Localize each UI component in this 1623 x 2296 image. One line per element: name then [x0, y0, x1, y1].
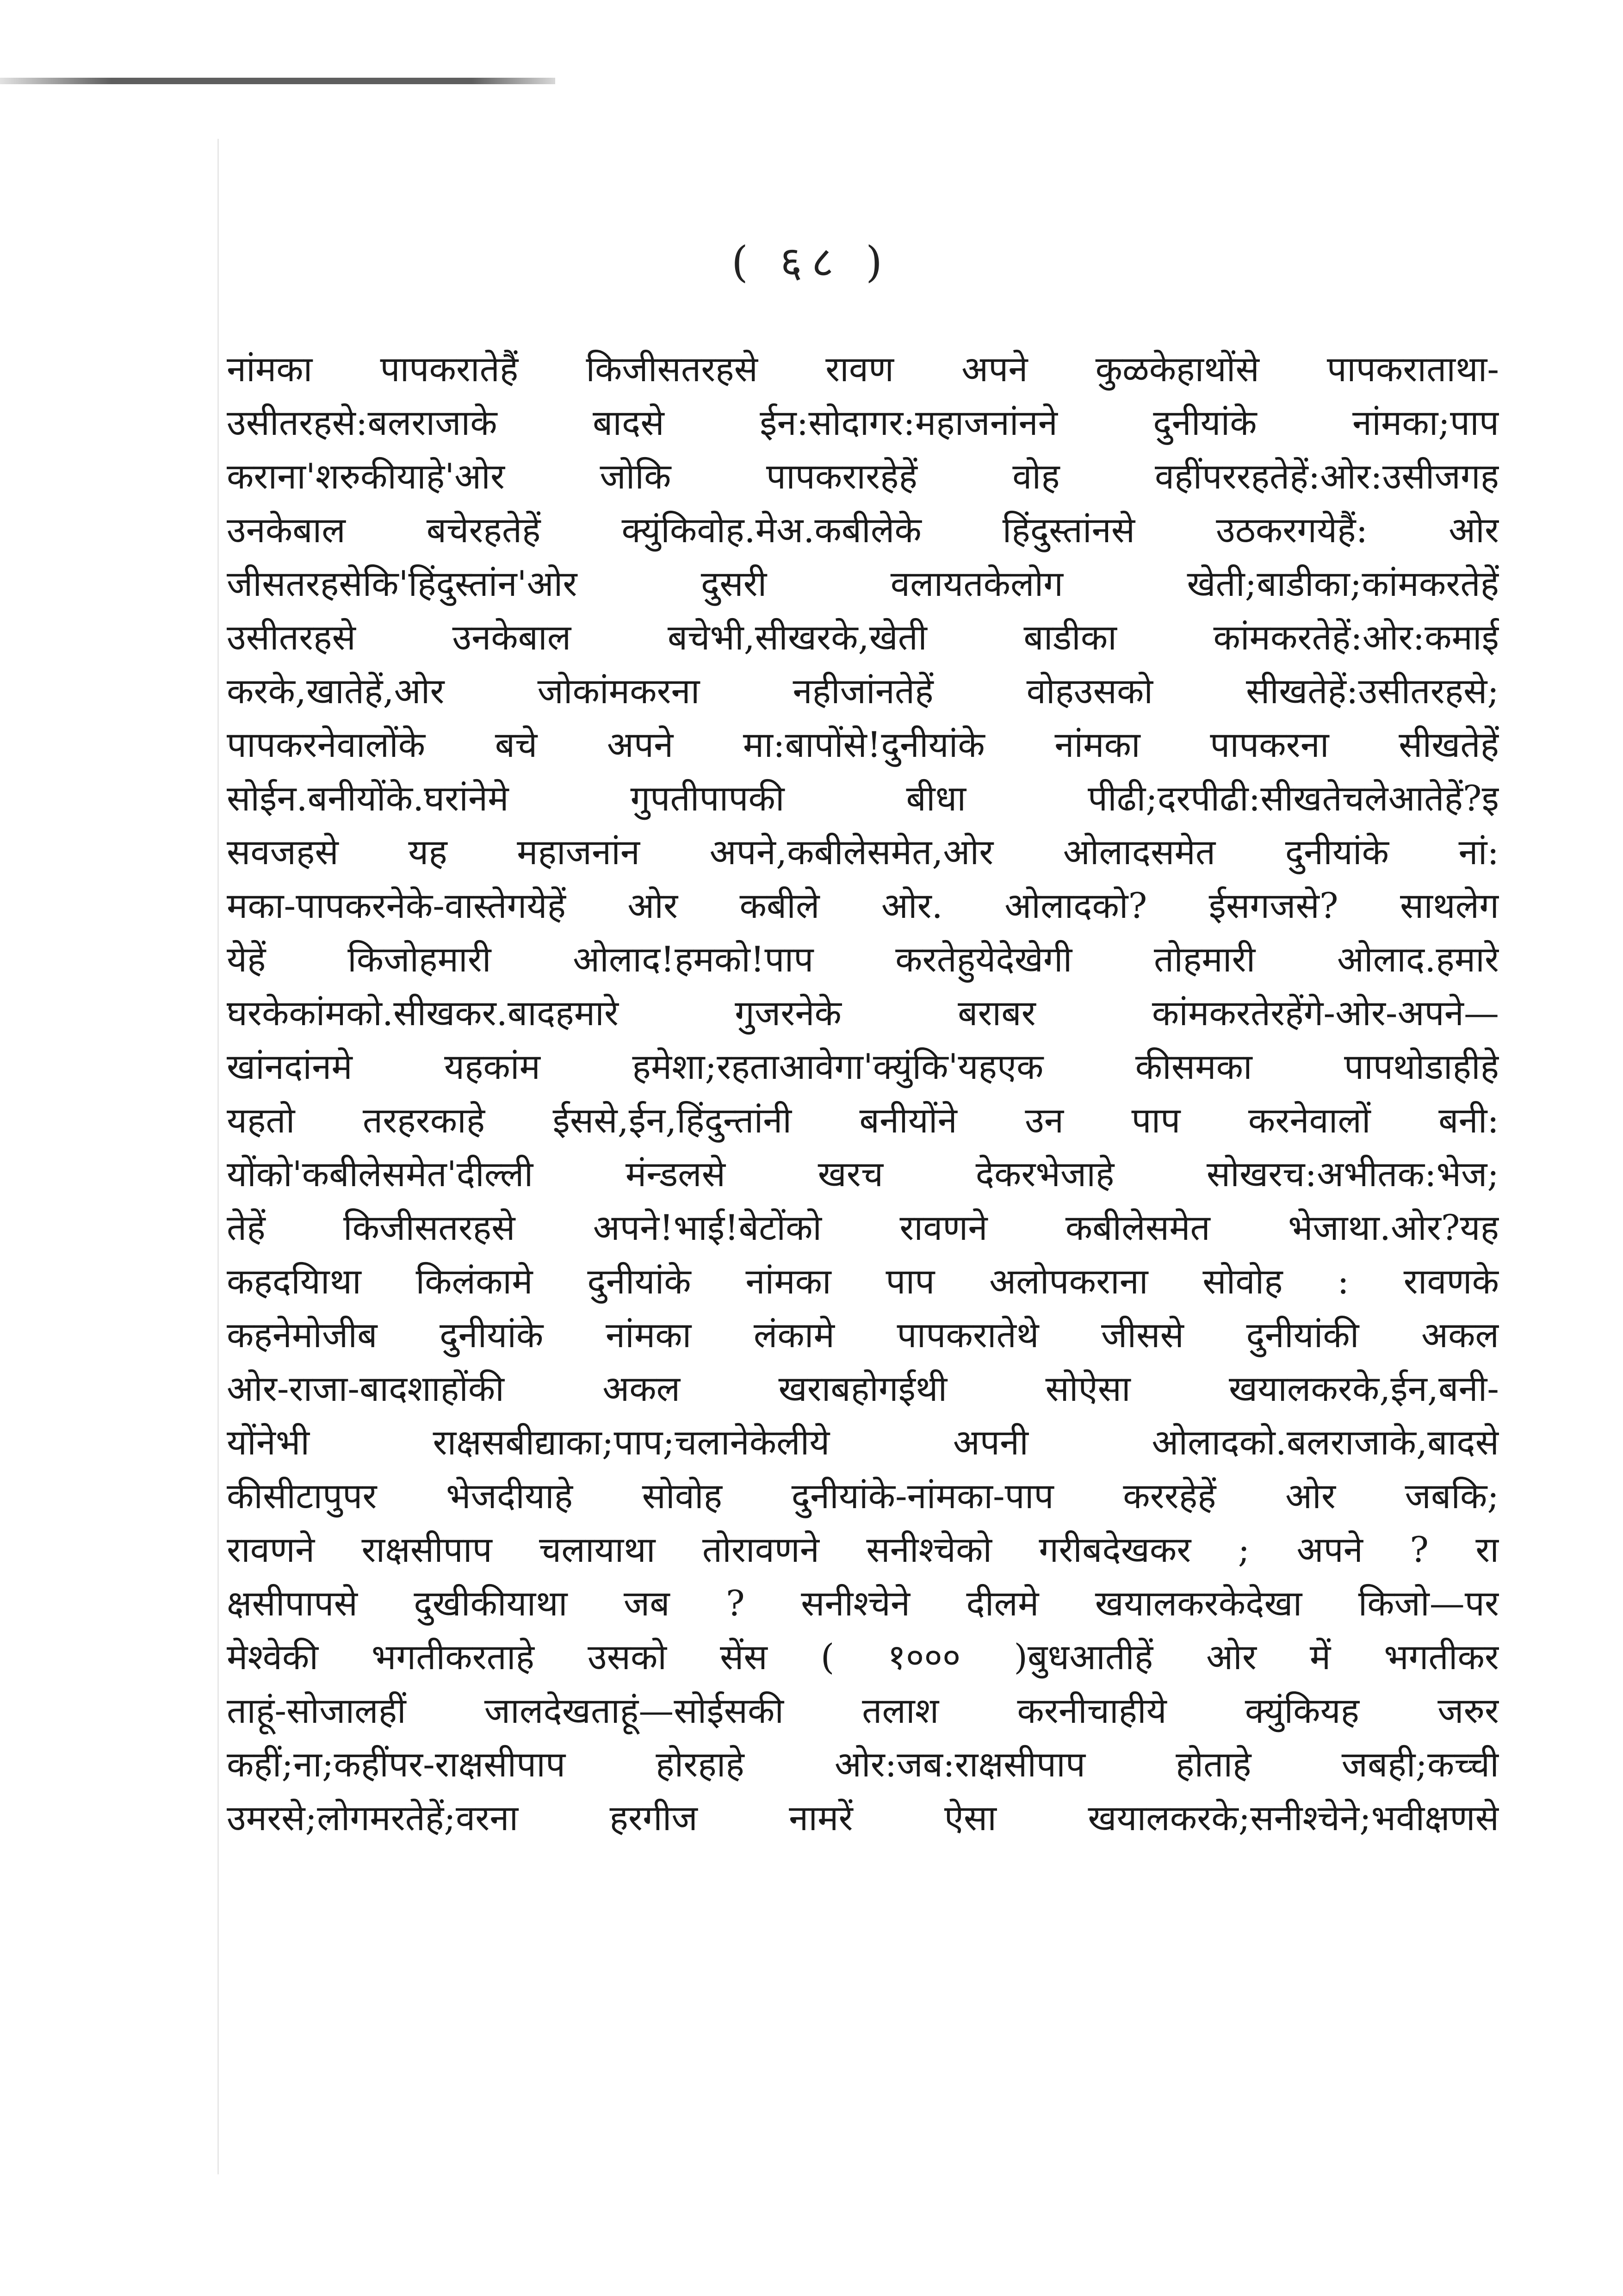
top-edge-rule — [0, 78, 555, 84]
text-line: रावणने राक्षसीपाप चलायाथा तोरावणने सनीश्चेको गरीबदेखकर ; अपने ? रा — [227, 1529, 1499, 1570]
text-line: कीसीटापुपर भेजदीयाहे सोवोह दुनीयांके-नांमका-पाप कररहेहें ओर जबकि; — [227, 1475, 1499, 1516]
text-line: जीसतरहसेकि'हिंदुस्तांन'ओर दुसरी वलायतकेलोग खेती;बाडीका;कांमकरतेहें — [227, 563, 1499, 604]
text-line: ओर-राजा-बादशाहोंकी अकल खराबहोगईथी सोऐसा खयालकरके,ईन,बनी- — [227, 1368, 1499, 1409]
text-line: सवजहसे यह महाजनांन अपने,कबीलेसमेत,ओर ओलादसमेत दुनीयांके नां: — [227, 831, 1499, 873]
text-line: येहें किजोहमारी ओलाद!हमको!पाप करतेहुयेदेखेगी तोहमारी ओलाद.हमारे — [227, 939, 1499, 980]
text-line: यहतो तरहरकाहे ईससे,ईन,हिंदुन्तांनी बनीयोंने उन पाप करनेवालों बनी: — [227, 1100, 1499, 1141]
text-line: खांनदांनमे यहकांम हमेशा;रहताआवेगा'क्युंकि'यहएक कीसमका पापथोडाहीहे — [227, 1046, 1499, 1087]
text-line: नांमका पापकरातेहैं किजीसतरहसे रावण अपने कुळकेहाथोंसे पापकराताथा- — [227, 348, 1499, 390]
text-line: योंको'कबीलेसमेत'दील्ली मंन्डलसे खरच देकरभेजाहे सोखरच:अभीतक:भेज; — [227, 1153, 1499, 1194]
text-line: कहीं;ना;कहींपर-राक्षसीपाप होरहाहे ओर:जब:राक्षसीपाप होताहे जबही;कच्ची — [227, 1744, 1499, 1785]
text-line: कहदयिाथा किलंकामे दुनीयांके नांमका पाप अलोपकराना सोवोह : रावणके — [227, 1261, 1499, 1302]
text-line: मेश्वेकी भगतीकरताहे उसको सेंस ( १००० )बुधआतीहें ओर में भगतीकर — [227, 1636, 1499, 1677]
text-line: उमरसे;लोगमरतेहें;वरना हरगीज नामरें ऐसा खयालकरके;सनीश्चेने;भवीक्षणसे — [227, 1797, 1499, 1838]
text-line: उनकेबाल बचेरहतेहें क्युंकिवोह.मेअ.कबीलेके हिंदुस्तांनसे उठकरगयेहैं: ओर — [227, 509, 1499, 551]
text-line: सोईन.बनीयोंके.घरांनेमे गुपतीपापकी बीधा पीढी;दरपीढी:सीखतेचलेआतेहें?इ — [227, 778, 1499, 819]
text-line: कहनेमोजीब दुनीयांके नांमका लंकामे पापकरातेथे जीससे दुनीयांकी अकल — [227, 1314, 1499, 1355]
page-number: ( ६८ ) — [731, 237, 892, 287]
margin-guide-line — [217, 139, 219, 2174]
text-line: घरकेकांमको.सीखकर.बादहमारे गुजरनेके बराबर कांमकरतेरहेंगे-ओर-अपने— — [227, 992, 1499, 1034]
text-line: उसीतरहसे:बलराजाके बादसे ईन:सोदागर:महाजनांनने दुनीयांके नांमका;पाप — [227, 402, 1499, 443]
body-text — [227, 342, 1499, 1845]
text-line: तेहें किजीसतरहसे अपने!भाई!बेटोंको रावणने कबीलेसमेत भेजाथा.ओर?यह — [227, 1207, 1499, 1248]
text-line: कराना'शरुकीयाहे'ओर जोकि पापकरारहेहें वोह वहींपररहतेहें:ओर:उसीजगह — [227, 456, 1499, 497]
text-line: उसीतरहसे उनकेबाल बचेभी,सीखरके,खेती बाडीका कांमकरतेहें:ओर:कमाई — [227, 617, 1499, 658]
text-line: पापकरनेवालोंके बचे अपने मा:बापोंसे!दुनीयांके नांमका पापकरना सीखतेहें — [227, 724, 1499, 765]
text-line: ताहूं-सोजालहीं जालदेखताहूं—सोईसकी तलाश करनीचाहीये क्युंकियह जरुर — [227, 1690, 1499, 1731]
text-line: योंनेभी राक्षसबीद्याका;पाप;चलानेकेलीये अपनी ओलादको.बलराजाके,बादसे — [227, 1422, 1499, 1463]
text-line: करके,खातेहें,ओर जोकांमकरना नहीजांनतेहें वोहउसको सीखतेहें:उसीतरहसे; — [227, 670, 1499, 712]
text-line: क्षसीपापसे दुखीकीयाथा जब ? सनीश्चेने दीलमे खयालकरकेदेखा किजो—पर — [227, 1583, 1499, 1624]
text-line: मका-पापकरनेके-वास्तेगयेहें ओर कबीले ओर. ओलादको? ईसगजसे? साथलेग — [227, 885, 1499, 926]
